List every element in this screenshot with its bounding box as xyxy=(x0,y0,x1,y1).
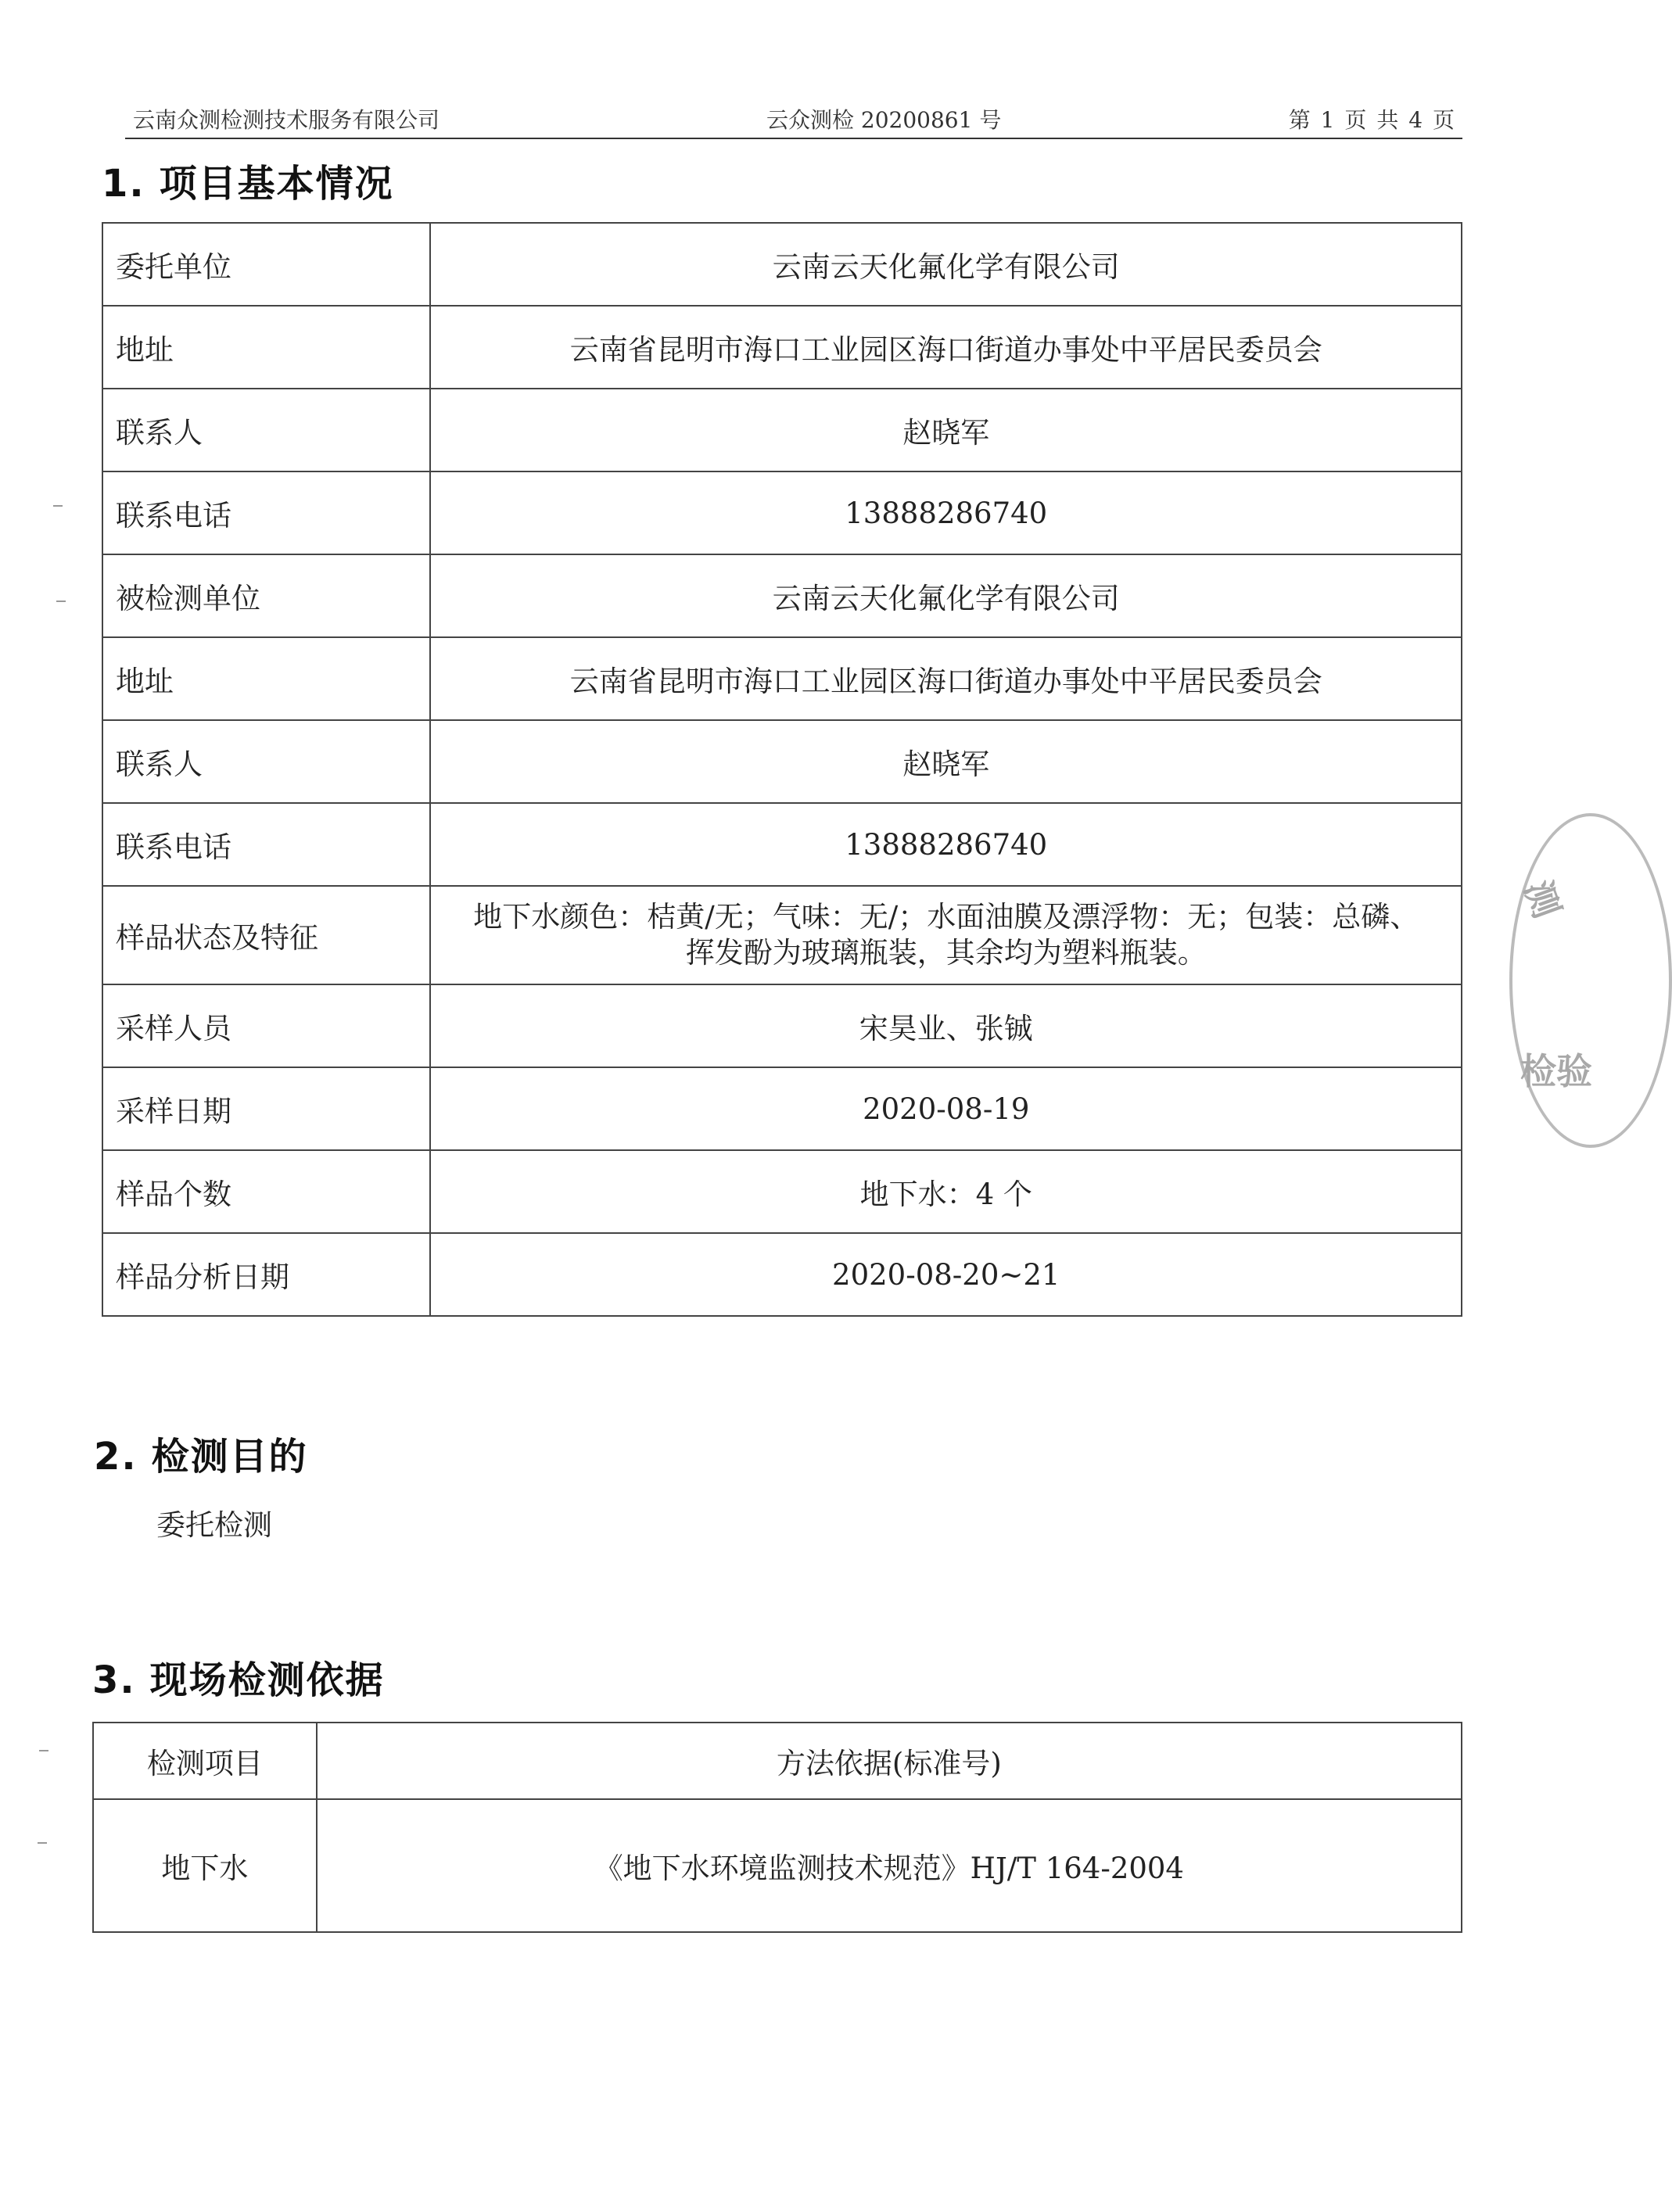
row-label: 联系电话 xyxy=(102,471,430,554)
table-row xyxy=(102,389,1462,471)
table-row xyxy=(102,554,1462,637)
page-indicator: 第 1 页 共 4 页 xyxy=(1288,107,1455,133)
section-2-title: 2. 检测目的 xyxy=(94,1435,308,1479)
row-value: 13888286740 xyxy=(430,471,1462,554)
detection-item: 地下水 xyxy=(93,1799,317,1932)
value-line: 挥发酚为玻璃瓶装，其余均为塑料瓶装。 xyxy=(685,936,1207,970)
row-value: 赵晓军 xyxy=(430,720,1462,803)
row-value: 宋昊业、张铖 xyxy=(430,984,1462,1067)
table-row xyxy=(102,1233,1462,1316)
table-row xyxy=(102,306,1462,389)
row-label: 联系电话 xyxy=(102,803,430,886)
scan-mark xyxy=(56,601,66,602)
column-header: 检测项目 xyxy=(93,1723,317,1799)
project-info-table xyxy=(102,222,1462,1317)
row-label: 样品状态及特征 xyxy=(102,886,430,984)
company-name: 云南众测检测技术服务有限公司 xyxy=(133,107,440,133)
row-value: 赵晓军 xyxy=(430,389,1462,471)
section-1-title: 1. 项目基本情况 xyxy=(102,162,394,206)
row-value: 云南省昆明市海口工业园区海口街道办事处中平居民委员会 xyxy=(430,637,1462,720)
row-label: 样品个数 xyxy=(102,1150,430,1233)
method-basis: 《地下水环境监测技术规范》HJ/T 164-2004 xyxy=(317,1799,1462,1932)
row-label: 联系人 xyxy=(102,720,430,803)
row-value: 2020-08-20~21 xyxy=(430,1233,1462,1316)
purpose-text: 委托检测 xyxy=(156,1508,272,1542)
row-value: 云南云天化氟化学有限公司 xyxy=(430,223,1462,306)
row-value: 云南云天化氟化学有限公司 xyxy=(430,554,1462,637)
table-row xyxy=(102,1067,1462,1150)
row-label: 地址 xyxy=(102,637,430,720)
table-row xyxy=(102,984,1462,1067)
table-row xyxy=(102,223,1462,306)
seal-char: 检验 xyxy=(1520,1050,1592,1092)
row-label: 采样日期 xyxy=(102,1067,430,1150)
scan-mark xyxy=(38,1842,47,1844)
scan-mark xyxy=(39,1750,48,1751)
row-label: 委托单位 xyxy=(102,223,430,306)
value-line: 地下水颜色：桔黄/无；气味：无/；水面油膜及漂浮物：无；包装：总磷、 xyxy=(473,899,1419,934)
table-row xyxy=(102,471,1462,554)
row-value: 地下水：4 个 xyxy=(430,1150,1462,1233)
table-row xyxy=(102,637,1462,720)
row-label: 地址 xyxy=(102,306,430,389)
row-value: 云南省昆明市海口工业园区海口街道办事处中平居民委员会 xyxy=(430,306,1462,389)
partial-seal-stamp xyxy=(1509,813,1672,1148)
row-label: 被检测单位 xyxy=(102,554,430,637)
table-row xyxy=(102,803,1462,886)
report-number: 云众测检 20200861 号 xyxy=(766,107,1002,133)
row-label: 采样人员 xyxy=(102,984,430,1067)
page-header xyxy=(125,103,1462,139)
scan-mark xyxy=(53,505,63,507)
table-row xyxy=(93,1799,1462,1932)
table-row xyxy=(102,1150,1462,1233)
section-3-title: 3. 现场检测依据 xyxy=(92,1658,385,1702)
table-row xyxy=(102,886,1462,984)
table-header-row xyxy=(93,1723,1462,1799)
column-header: 方法依据(标准号) xyxy=(317,1723,1462,1799)
row-label: 样品分析日期 xyxy=(102,1233,430,1316)
row-value-multiline xyxy=(430,886,1462,984)
row-value: 2020-08-19 xyxy=(430,1067,1462,1150)
seal-char: 测 xyxy=(1516,875,1569,923)
row-value: 13888286740 xyxy=(430,803,1462,886)
basis-table xyxy=(92,1722,1462,1933)
row-label: 联系人 xyxy=(102,389,430,471)
table-row xyxy=(102,720,1462,803)
